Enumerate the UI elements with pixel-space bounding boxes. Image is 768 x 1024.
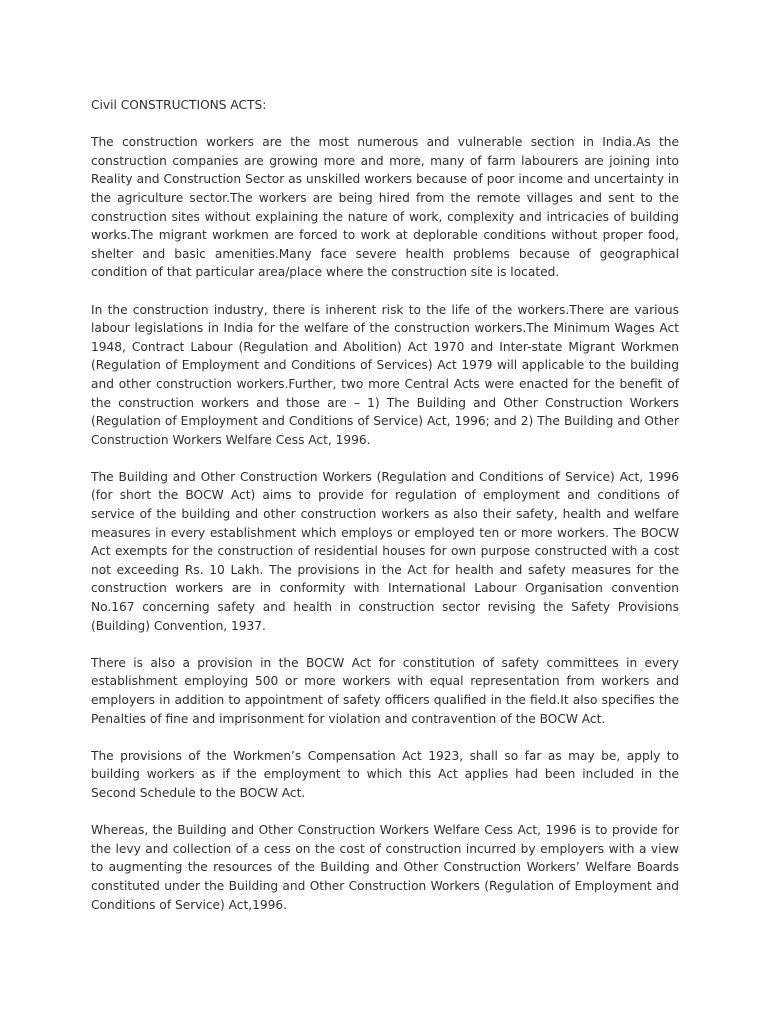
paragraph-workmen-compensation: The provisions of the Workmen’s Compensation Act 1923, shall so far as may be, apply to building workers as if the employment to which this Act applies had been included in the Second Schedule to the BOCW Act.	[91, 748, 679, 800]
paragraph-welfare-cess-act: Whereas, the Building and Other Construction Workers Welfare Cess Act, 1996 is to provide for the levy and collection of a cess on the cost of construction incurred by employers with a view to augmenting the resources of the Building and Other Construction Workers’ Welfare Boards constituted under the Building and Other Construction Workers (Regulation of Employment and Conditions of Service) Act,1996.	[91, 823, 679, 912]
paragraph-labour-legislations: In the construction industry, there is inherent risk to the life of the workers.There are various labour legislations in India for the welfare of the construction workers.The Minimum Wages Act 1948, Contract Labour (Regulation and Abolition) Act 1970 and Inter-state Migrant Workmen (Regulation of Employment and Conditions of Services) Act 1979 will applicable to the building and other construction workers.Further, two more Central Acts were enacted for the benefit of the construction workers and those are – 1) The Building and Other Construction Workers (Regulation of Employment and Conditions of Service) Act, 1996; and 2) The Building and Other Construction Workers Welfare Cess Act, 1996.	[91, 302, 679, 447]
document-title: Civil CONSTRUCTIONS ACTS:	[91, 98, 267, 112]
paragraph-safety-committees: There is also a provision in the BOCW Act for constitution of safety committees in every establishment employing 500 or more workers with equal representation from workers and employers in addition to appointment of safety officers qualified in the field.It also specifies the Penalties of fine and imprisonment for violation and contravention of the BOCW Act.	[91, 655, 679, 726]
paragraph-vulnerable-workers: The construction workers are the most numerous and vulnerable section in India.As the construction companies are growing more and more, many of farm labourers are joining into Reality and Construction Sector as unskilled workers because of poor income and uncertainty in the agriculture sector.The workers are being hired from the remote villages and sent to the construction sites without explaining the nature of work, complexity and intricacies of building works.The migrant workmen are forced to work at deplorable conditions without proper food, shelter and basic amenities.Many face severe health problems because of geographical condition of that particular area/place where the construction site is located.	[91, 135, 679, 280]
paragraph-bocw-act: The Building and Other Construction Workers (Regulation and Conditions of Service) Act, 1996 (for short the BOCW Act) aims to provide for regulation of employment and conditions of service of the building and other construction workers as also their safety, health and welfare measures in every establishment which employs or employed ten or more workers. The BOCW Act exempts for the construction of residential houses for own purpose constructed with a cost not exceeding Rs. 10 Lakh. The provisions in the Act for health and safety measures for the construction workers are in conformity with International Labour Organisation convention No.167 concerning safety and health in construction sector revising the Safety Provisions (Building) Convention, 1937.	[91, 469, 679, 633]
